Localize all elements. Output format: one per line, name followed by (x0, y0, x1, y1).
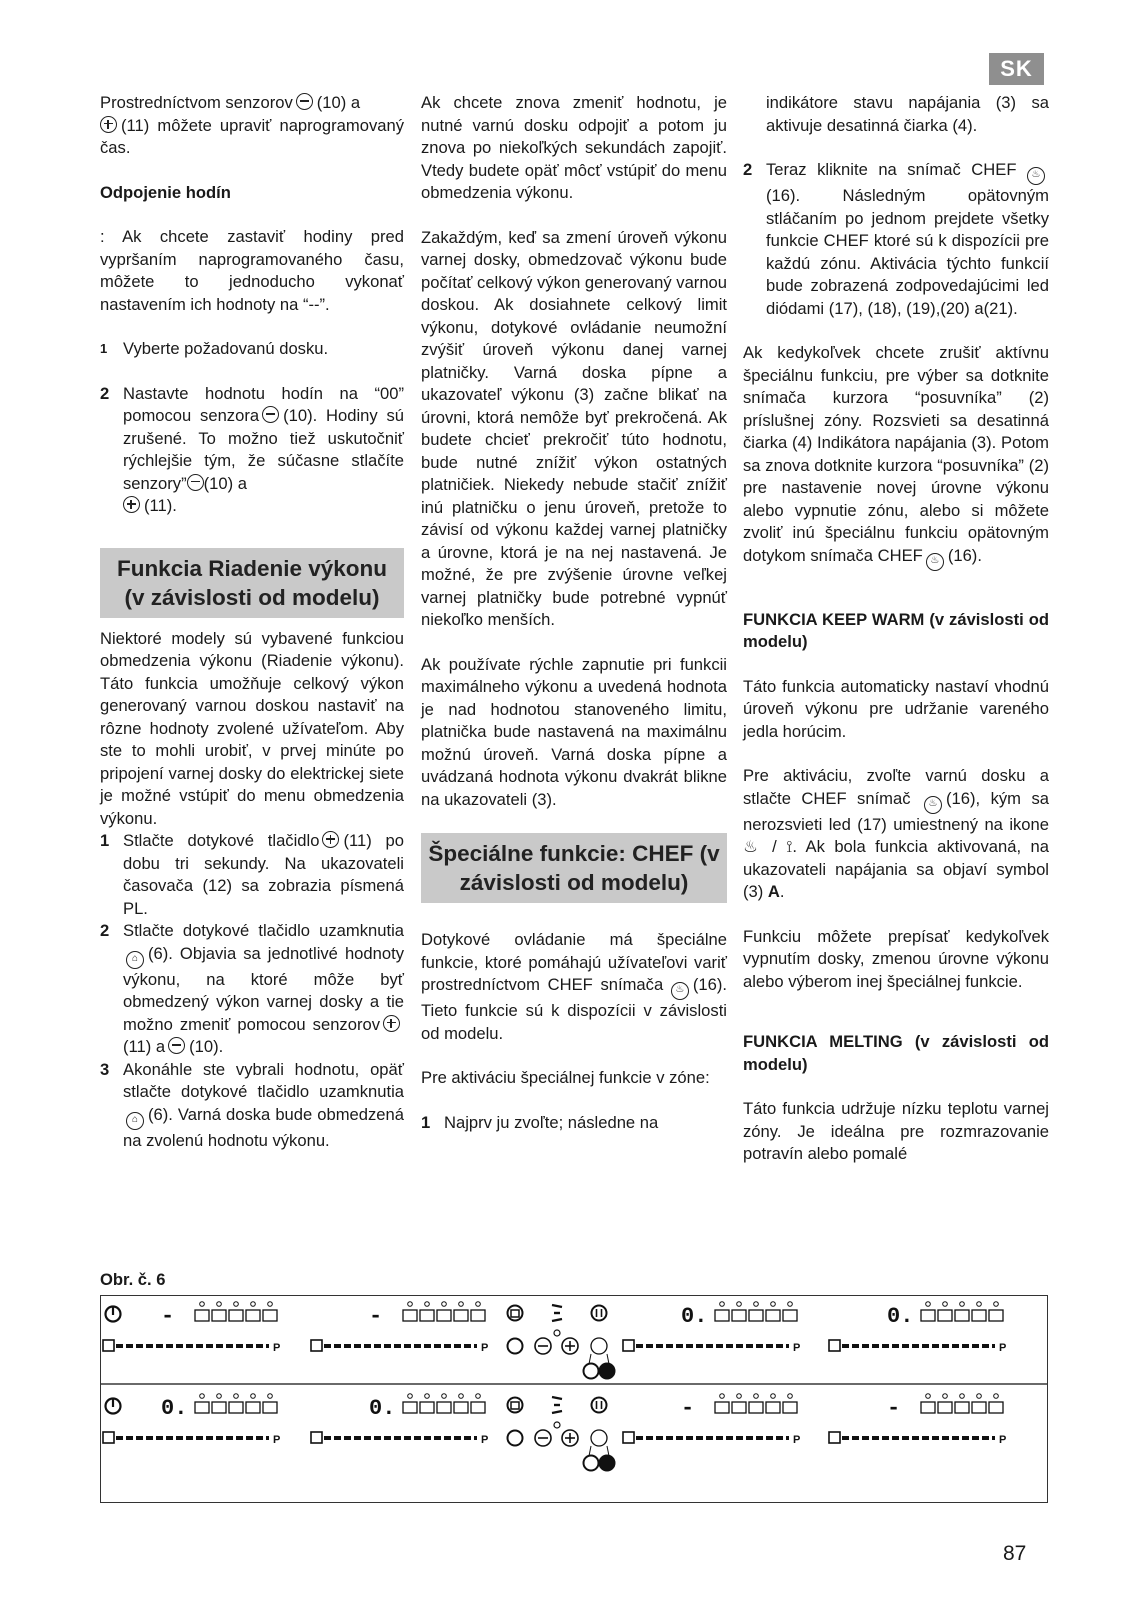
chef-function-icon (229, 1402, 243, 1413)
chef-step-2: 2 Teraz kliknite na snímač CHEF ♨(16). Následným opätovným stláčaním po jednom prejdete všetky funkcie CHEF ktoré sú k dispozícii pre každú zónu. Aktivácia týchto funkcií bude zobrazená zodpovedajúcimi led diódami (17), (18), (19),(20) a(21). (743, 160, 1049, 318)
chef-led-indicator (977, 1394, 982, 1399)
chef-led-indicator (200, 1394, 205, 1399)
chef-option-icon (584, 1364, 599, 1379)
chef-function-icon (246, 1310, 260, 1321)
zone-select-icon (103, 1432, 114, 1443)
chef-led-indicator (425, 1302, 430, 1307)
paragraph-power-limit: Zakaždým, keď sa zmení úroveň výkonu varnej dosky, obmedzovač výkonu bude počítať celkový výkon generovaný varnou doskou. Ak dosiahnete celkový limit výkonu, dotykové ovládanie neumožní zvýšiť úroveň výkonu danej varnej platničky. Varná doska pípne a ukazovateľ výkonu (3) začne blikať na úrovni, ktorá nemôže byť prekročená. Ak budete chcieť prekročiť túto hodnotu, bude nutné znížiť výkon ostatných platničiek. Niekedy nebude stačiť znížiť inú platničku o jenu úroveň, pretože to závisí od výkonu každej varnej platničky a úrovne, ktorá je na nej nastavená. Je možné, že pre zvýšenie úrovne veľkej varnej platničky bude potrebné vypnúť niekoľko menších. (421, 227, 728, 629)
slider-boost-label: P (481, 1342, 489, 1354)
zone-select-icon (311, 1432, 322, 1443)
keep-warm-symbol-icon: A (767, 882, 780, 901)
zone-select-icon (829, 1432, 840, 1443)
chef-function-icon (403, 1310, 417, 1321)
timer-led (554, 1330, 560, 1336)
plus-icon (383, 1015, 400, 1032)
chef-led-indicator (217, 1394, 222, 1399)
chef-led-indicator (771, 1394, 776, 1399)
plus-icon (100, 116, 117, 133)
chef-led-indicator (459, 1302, 464, 1307)
chef-icon: ♨ (1027, 167, 1045, 185)
paragraph-keep-warm-activate: Pre aktiváciu, zvoľte varnú dosku a stlačte CHEF snímač ♨ (16), kým sa nerozsvieti led (17) umiestnený na ikone ♨ / ⟟. Ak bola funkcia aktivovaná, na ukazovateli napájania sa objaví symbol (3) A. (743, 766, 1049, 901)
zone-select-icon (103, 1340, 114, 1351)
chef-led-indicator (771, 1302, 776, 1307)
paragraph-chef-activate: Pre aktiváciu špeciálnej funkcie v zóne: (421, 1068, 710, 1087)
chef-led-indicator (217, 1302, 222, 1307)
slider-boost-label: P (999, 1342, 1007, 1354)
section-chef-heading: Špeciálne funkcie: CHEF (v závislosti od modelu) (421, 833, 727, 903)
pause-icon (592, 1398, 607, 1413)
timer-display-bar (552, 1411, 562, 1413)
lock-icon (508, 1398, 523, 1413)
lock-icon: ⌂ (126, 1112, 144, 1130)
zone-select-icon (829, 1340, 840, 1351)
chef-function-icon (715, 1310, 729, 1321)
chef-led-indicator (442, 1394, 447, 1399)
control-panel-figure (100, 1295, 1048, 1503)
chef-led-indicator (754, 1302, 759, 1307)
timer-display-bar (552, 1305, 562, 1307)
chef-led-indicator (926, 1302, 931, 1307)
paragraph-clock-off: : Ak chcete zastaviť hodiny pred vypršaním naprogramovaného času, môžete to jednoducho vykonať nastavením ich hodnoty na “--”. (100, 227, 404, 314)
chef-led-indicator (408, 1302, 413, 1307)
chef-function-icon (989, 1310, 1003, 1321)
paragraph-power-management: Niektoré modely sú vybavené funkciou obmedzenia výkonu (Riadenie výkonu). Táto funkcia umožňuje celkový výkon generovaný varnou doskou nastaviť na rôzne hodnoty zvolené užívateľom. Aby ste to mohli urobiť, v prvej minúte po pripojení varnej dosky do elektrickej siete je možné vstúpiť do menu obmedzenia výkonu. (100, 628, 404, 828)
chef-led-indicator (268, 1302, 273, 1307)
paragraph-keep-warm: Táto funkcia automaticky nastaví vhodnú úroveň výkonu pre udržanie vareného jedla horúcim. (743, 676, 1049, 741)
zone-display: 0. (681, 1304, 708, 1329)
power-step-2: 2 Stlačte dotykové tlačidlo uzamknutia⌂ (6). Objavia sa jednotlivé hodnoty výkonu, na ktoré môže byť obmedzený výkon varnej dosky a tie možno zmeniť pomocou senzorov(11) a (10). (100, 921, 404, 1056)
chef-led-indicator (926, 1394, 931, 1399)
step-1: 1 Vyberte požadovanú dosku. (100, 339, 329, 358)
paragraph-keep-warm-override: Funkciu môžete prepísať kedykoľvek vypnutím dosky, zmenou úrovne výkonu alebo výberom inej špeciálnej funkcie. (743, 926, 1049, 991)
chef-option-icon (600, 1456, 615, 1471)
chef-led-indicator (788, 1302, 793, 1307)
chef-led-indicator (234, 1394, 239, 1399)
slider-boost-label: P (793, 1342, 801, 1354)
chef-connector (589, 1354, 591, 1364)
timer-display-bar (552, 1397, 562, 1399)
keep-warm-pot-icon: ⟟ (786, 837, 793, 856)
subheading-melting: FUNKCIA MELTING (v závislosti od modelu) (743, 1032, 1049, 1074)
chef-function-icon (938, 1402, 952, 1413)
chef-connector (607, 1354, 609, 1364)
paragraph-chef-cancel: Ak kedykoľvek chcete zrušiť aktívnu špeciálnu funkciu, pre výber sa dotknite snímača kurzora “posuvníka” (2) príslušnej zóny. Rozsvieti sa desatinná čiarka (4) Indikátora napájania (3). Potom sa znova dotknite kurzora “posuvníka” (2) pre nastavenie novej úrovne výkonu alebo vypnutie zónu, alebo si môžete zvoliť inú špeciálnu funkciu opätovným dotykom snímača CHEF ♨ (16). (743, 342, 1049, 571)
chef-function-icon (715, 1402, 729, 1413)
chef-function-icon (783, 1310, 797, 1321)
chef-function-icon (212, 1310, 226, 1321)
chef-led-indicator (943, 1394, 948, 1399)
paragraph-reconnect: Ak chcete znova zmeniť hodnotu, je nutné varnú dosku odpojiť a potom ju znova po niekoľkých sekundách zapojiť. Vtedy budete opäť môcť vstúpiť do menu obmedzenia výkonu. (421, 93, 727, 202)
control-panel-diagram (101, 1296, 1047, 1502)
chef-icon: ♨ (671, 982, 689, 1000)
chef-function-icon (403, 1402, 417, 1413)
chef-function-icon (766, 1402, 780, 1413)
zone-display: 0. (887, 1304, 914, 1329)
chef-function-icon (263, 1310, 277, 1321)
chef-function-icon (989, 1402, 1003, 1413)
chef-led-indicator (251, 1394, 256, 1399)
keep-warm-icon: ♨ (743, 837, 763, 856)
lock-icon (508, 1339, 523, 1354)
chef-function-icon (921, 1402, 935, 1413)
chef-icon: ♨ (926, 553, 944, 571)
chef-function-icon (955, 1310, 969, 1321)
column-right (743, 92, 1049, 1166)
chef-led-indicator (234, 1302, 239, 1307)
chef-led-indicator (994, 1394, 999, 1399)
column-left (100, 92, 404, 1152)
chef-led-indicator (476, 1302, 481, 1307)
lock-icon-body (511, 1402, 519, 1409)
chef-led-indicator (268, 1394, 273, 1399)
chef-function-icon (783, 1402, 797, 1413)
chef-icon (591, 1338, 607, 1354)
chef-function-icon (732, 1310, 746, 1321)
minus-icon (187, 474, 204, 491)
slider-boost-label: P (999, 1434, 1007, 1446)
chef-led-indicator (200, 1302, 205, 1307)
chef-led-indicator (425, 1394, 430, 1399)
chef-function-icon (420, 1310, 434, 1321)
figure-caption: Obr. č. 6 (100, 1270, 166, 1289)
chef-function-icon (437, 1402, 451, 1413)
chef-led-indicator (476, 1394, 481, 1399)
chef-function-icon (195, 1402, 209, 1413)
zone-display: - (887, 1396, 901, 1421)
column-middle (421, 92, 727, 1134)
chef-led-indicator (737, 1302, 742, 1307)
chef-led-indicator (442, 1302, 447, 1307)
minus-icon (262, 406, 279, 423)
chef-led-indicator (251, 1302, 256, 1307)
chef-led-indicator (754, 1394, 759, 1399)
chef-function-icon (749, 1310, 763, 1321)
chef-led-indicator (720, 1302, 725, 1307)
chef-function-icon (749, 1402, 763, 1413)
language-badge: SK (989, 53, 1044, 85)
chef-function-icon (246, 1402, 260, 1413)
paragraph-melting: Táto funkcia udržuje nízku teplotu varnej zóny. Je ideálna pre rozmrazovanie potravín alebo pomalé (743, 1099, 1049, 1163)
chef-function-icon (732, 1402, 746, 1413)
chef-function-icon (454, 1310, 468, 1321)
chef-led-indicator (960, 1394, 965, 1399)
zone-display: - (681, 1396, 695, 1421)
chef-function-icon (212, 1402, 226, 1413)
subheading-keep-warm: FUNKCIA KEEP WARM (v závislosti od modelu) (743, 609, 1049, 651)
chef-function-icon (263, 1402, 277, 1413)
slider-boost-label: P (273, 1434, 281, 1446)
chef-function-icon (454, 1402, 468, 1413)
plus-icon (123, 496, 140, 513)
paragraph-chef-intro: Dotykové ovládanie má špeciálne funkcie, ktoré pomáhajú užívateľovi variť prostredníctvom CHEF snímača ♨ (16). Tieto funkcie sú k dispozícii v závislosti od modelu. (421, 930, 727, 1043)
lock-icon-body (511, 1310, 519, 1317)
step-2: 2 Nastavte hodnotu hodín na “00” pomocou senzora (10). Hodiny sú zrušené. To možno tiež uskutočniť rýchlejšie tým, že súčasne stlačíte senzory” (10) a (11). (100, 383, 404, 515)
zone-display: 0. (161, 1396, 188, 1421)
chef-function-icon (471, 1402, 485, 1413)
slider-boost-label: P (793, 1434, 801, 1446)
timer-led (554, 1422, 560, 1428)
power-step-3: 3 Akonáhle ste vybrali hodnotu, opäť stlačte dotykové tlačidlo uzamknutia⌂ (6). Varná doska bude obmedzená na zvolenú hodnotu výkonu. (100, 1059, 404, 1150)
slider-boost-label: P (273, 1342, 281, 1354)
chef-function-icon (955, 1402, 969, 1413)
chef-function-icon (972, 1310, 986, 1321)
lock-icon (508, 1306, 523, 1321)
chef-function-icon (972, 1402, 986, 1413)
chef-function-icon (437, 1310, 451, 1321)
chef-option-icon (600, 1364, 615, 1379)
chef-function-icon (229, 1310, 243, 1321)
chef-function-icon (766, 1310, 780, 1321)
zone-display: 0. (369, 1396, 396, 1421)
chef-led-indicator (977, 1302, 982, 1307)
chef-icon: ♨ (924, 796, 942, 814)
chef-led-indicator (943, 1302, 948, 1307)
page-number: 87 (1003, 1542, 1027, 1565)
slider-boost-label: P (481, 1434, 489, 1446)
chef-connector (589, 1446, 591, 1456)
zone-select-icon (623, 1432, 634, 1443)
lock-icon: ⌂ (126, 951, 144, 969)
lock-icon (508, 1431, 523, 1446)
subheading-clock-off: Odpojenie hodín (100, 182, 231, 202)
zone-select-icon (311, 1340, 322, 1351)
zone-display: - (369, 1304, 383, 1329)
chef-function-icon (195, 1310, 209, 1321)
chef-led-indicator (960, 1302, 965, 1307)
chef-function-icon (938, 1310, 952, 1321)
section-power-management-heading: Funkcia Riadenie výkonu (v závislosti od modelu) (100, 548, 404, 618)
chef-option-icon (584, 1456, 599, 1471)
paragraph-quick-start: Ak používate rýchle zapnutie pri funkcii maximálneho výkonu a uvedená hodnota je nad hodnotou stanoveného limitu, platnička bude nastavená na maximálnu možnú úroveň. Varná doska pípne a uvádzaná hodnota výkonu dvakrát blikne na ukazovateli (3). (421, 654, 727, 809)
chef-step-1-continued: indikátore stavu napájania (3) sa aktivuje desatinná čiarka (4). (766, 93, 1049, 135)
chef-function-icon (921, 1310, 935, 1321)
chef-function-icon (471, 1310, 485, 1321)
minus-icon (296, 93, 313, 110)
chef-step-1: 1 Najprv ju zvoľte; následne na (421, 1112, 659, 1132)
timer-display-bar (552, 1319, 562, 1321)
chef-led-indicator (788, 1394, 793, 1399)
chef-led-indicator (737, 1394, 742, 1399)
chef-led-indicator (408, 1394, 413, 1399)
pause-icon (592, 1306, 607, 1321)
chef-led-indicator (720, 1394, 725, 1399)
power-step-1: 1 Stlačte dotykové tlačidlo (11) po dobu tri sekundy. Na ukazovateli časovača (12) sa zobrazia písmená PL. (100, 831, 404, 918)
chef-connector (607, 1446, 609, 1456)
plus-icon (322, 831, 339, 848)
chef-icon (591, 1430, 607, 1446)
chef-function-icon (420, 1402, 434, 1413)
zone-select-icon (623, 1340, 634, 1351)
chef-led-indicator (459, 1394, 464, 1399)
paragraph-timer-adjust: Prostredníctvom senzorov (10) a (11) môžete upraviť naprogramovaný čas. (100, 93, 404, 157)
minus-icon (168, 1037, 185, 1054)
zone-display: - (161, 1304, 175, 1329)
chef-led-indicator (994, 1302, 999, 1307)
